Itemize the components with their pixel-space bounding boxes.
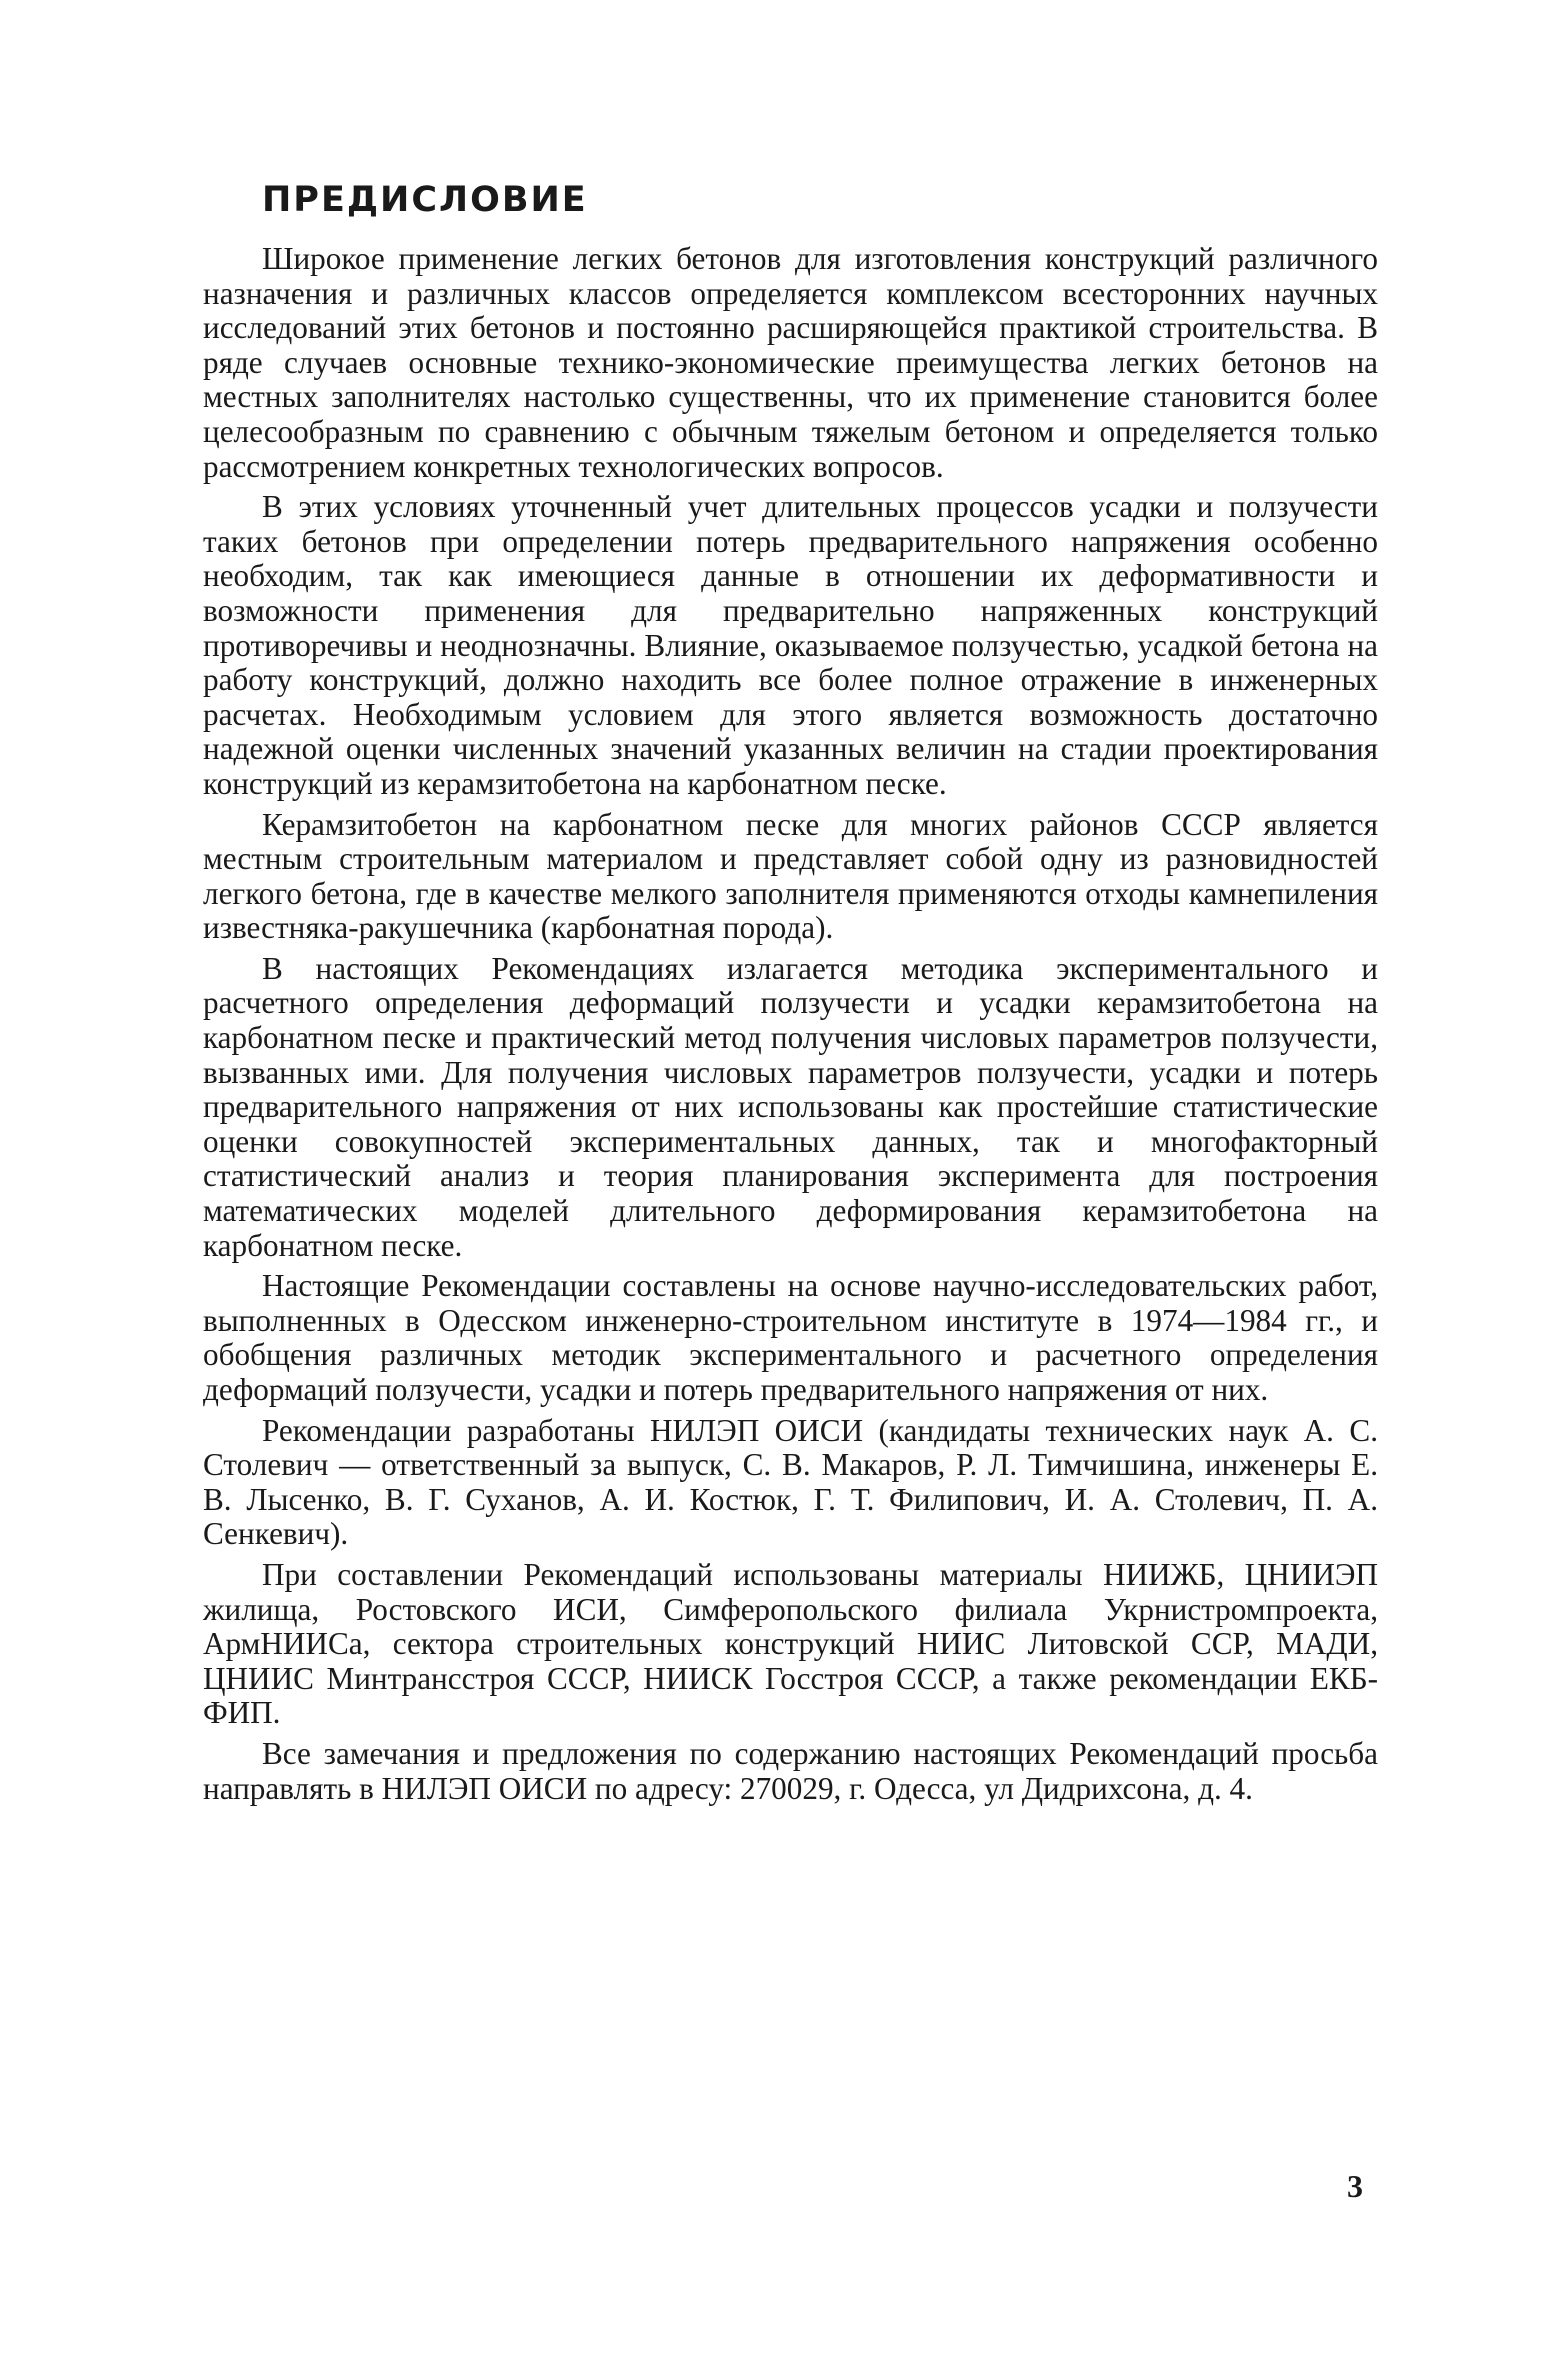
page-number: 3 — [1347, 2168, 1363, 2204]
body-text — [203, 242, 1378, 1812]
paragraph: В настоящих Рекомендациях излагается методика экспериментального и расчетного определения деформаций ползучести и усадки керамзитобетона на карбонатном песке и практический метод получения числовых параметров ползучести, вызванных ими. Для получения числовых параметров ползучести, усадки и потерь предварительного напряжения от них использованы как простейшие статистические оценки совокупностей экспериментальных данных, так и многофакторный статистический анализ и теория планирования эксперимента для построения математических моделей длительного деформирования керамзитобетона на карбонатном песке. — [203, 950, 1378, 1263]
paragraph: Керамзитобетон на карбонатном песке для многих районов СССР является местным строительным материалом и представляет собой одну из разновидностей легкого бетона, где в качестве мелкого заполнителя применяются отходы камнепиления известняка-ракушечника (карбонатная порода). — [203, 806, 1378, 946]
paragraph: В этих условиях уточненный учет длительных процессов усадки и ползучести таких бетонов при определении потерь предварительного напряжения особенно необходим, так как имеющиеся данные в отношении их деформативности и возможности применения для предварительно напряженных конструкций противоречивы и неоднозначны. Влияние, оказываемое ползучестью, усадкой бетона на работу конструкций, должно находить все более полное отражение в инженерных расчетах. Необходимым условием для этого является возможность достаточно надежной оценки численных значений указанных величин на стадии проектирования конструкций из керамзитобетона на карбонатном песке. — [203, 489, 1378, 801]
page-title: ПРЕДИСЛОВИЕ — [262, 180, 588, 220]
paragraph: Широкое применение легких бетонов для изготовления конструкций различного назначения и различных классов определяется комплексом всесторонних научных исследований этих бетонов и постоянно расширяющейся практикой строительства. В ряде случаев основные технико-экономические преимущества легких бетонов на местных заполнителях настолько существенны, что их применение становится более целесообразным по сравнению с обычным тяжелым бетоном и определяется только рассмотрением конкретных технологических вопросов. — [203, 241, 1378, 484]
paragraph: Рекомендации разработаны НИЛЭП ОИСИ (кандидаты технических наук А. С. Столевич — ответственный за выпуск, С. В. Макаров, Р. Л. Тимчишина, инженеры Е. В. Лысенко, В. Г. Суханов, А. И. Костюк, Г. Т. Филипович, И. А. Столевич, П. А. Сенкевич). — [203, 1412, 1378, 1552]
paragraph: Настоящие Рекомендации составлены на основе научно-исследовательских работ, выполненных в Одесском инженерно-строительном институте в 1974—1984 гг., и обобщения различных методик экспериментального и расчетного определения деформаций ползучести, усадки и потерь предварительного напряжения от них. — [203, 1268, 1378, 1407]
paragraph: При составлении Рекомендаций использованы материалы НИИЖБ, ЦНИИЭП жилища, Ростовского ИСИ, Симферопольского филиала Укрнистромпроекта, АрмНИИСа, сектора строительных конструкций НИИС Литовской ССР, МАДИ, ЦНИИС Минтрансстроя СССР, НИИСК Госстроя СССР, а также рекомендации ЕКБ-ФИП. — [203, 1556, 1378, 1731]
paragraph: Все замечания и предложения по содержанию настоящих Рекомендаций просьба направлять в НИЛЭП ОИСИ по адресу: 270029, г. Одесса, ул Дидрихсона, д. 4. — [203, 1735, 1378, 1806]
